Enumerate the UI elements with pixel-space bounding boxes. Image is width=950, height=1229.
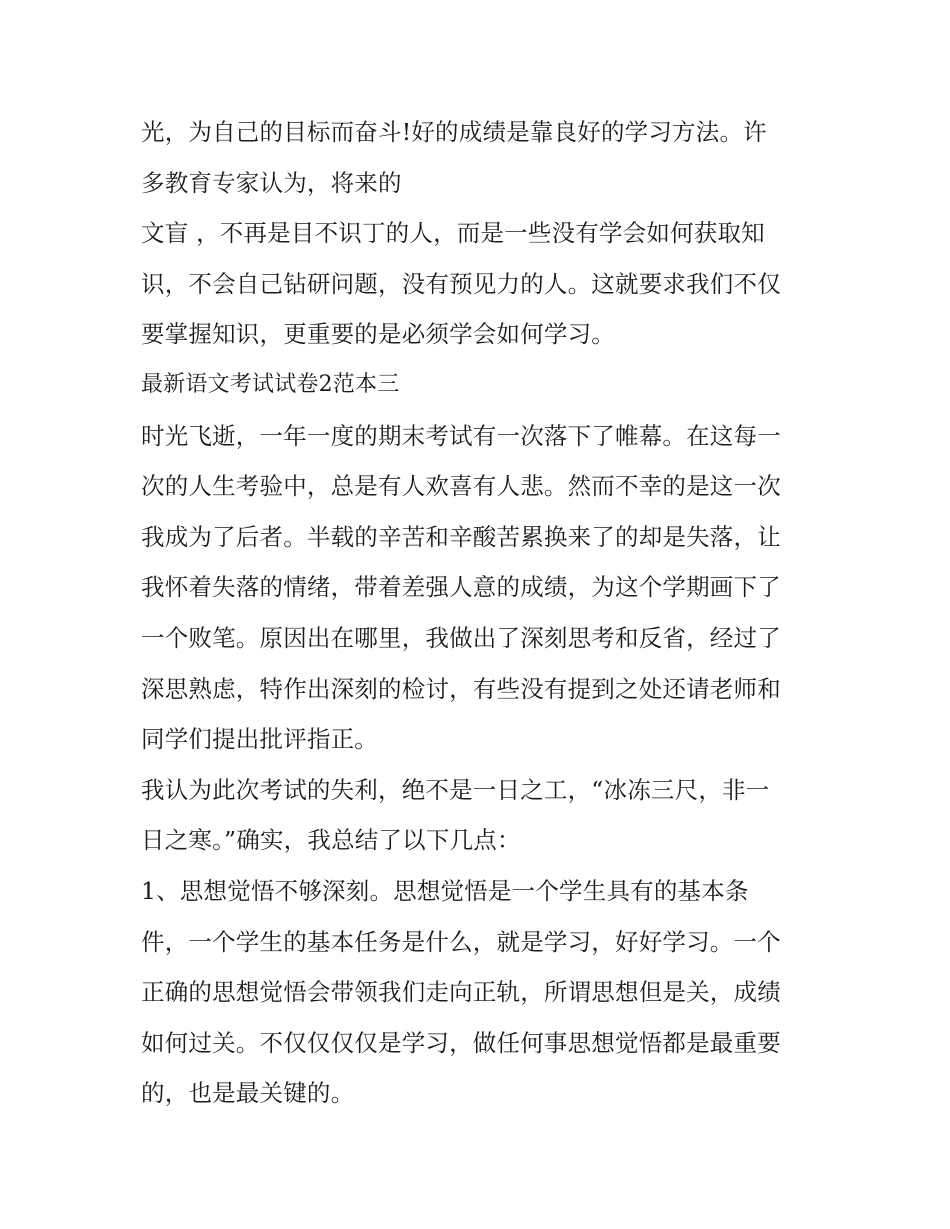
section-heading: 最新语文考试试卷2范本三 <box>141 371 400 397</box>
text-line: 深思熟虑，特作出深刻的检讨，有些没有提到之处还请老师和 <box>141 674 781 703</box>
text-line: 次的人生考验中，总是有人欢喜有人悲。然而不幸的是这一次 <box>141 472 781 501</box>
text-line: 1、思想觉悟不够深刻。思想觉悟是一个学生具有的基本条 <box>141 876 749 905</box>
text-line: 同学们提出批评指正。 <box>141 725 378 754</box>
text-line: 我怀着失落的情绪，带着差强人意的成绩，为这个学期画下了 <box>141 573 781 602</box>
text-line: 光，为自己的目标而奋斗!好的成绩是靠良好的学习方法。许 <box>141 118 767 146</box>
text-line: 一个败笔。原因出在哪里，我做出了深刻思考和反省，经过了 <box>141 623 781 652</box>
text-line: 我成为了后者。半载的辛苦和辛酸苦累换来了的却是失落，让 <box>141 522 781 551</box>
text-line: 我认为此次考试的失利，绝不是一日之工，“冰冻三尺，非一 <box>141 775 770 804</box>
text-line: 识，不会自己钻研问题，没有预见力的人。这就要求我们不仅 <box>141 269 781 298</box>
document-body <box>141 107 821 1119</box>
text-line: 如何过关。不仅仅仅仅是学习，做任何事思想觉悟都是最重要 <box>141 1028 781 1057</box>
text-line: 日之寒。”确实，我总结了以下几点： <box>141 826 521 855</box>
text-line: 正确的思想觉悟会带领我们走向正轨，所谓思想但是关，成绩 <box>141 978 781 1007</box>
text-line: 要掌握知识，更重要的是必须学会如何学习。 <box>141 320 615 349</box>
text-line: 的，也是最关键的。 <box>141 1079 355 1108</box>
text-line: 文盲 ，不再是目不识丁的人，而是一些没有学会如何获取知 <box>141 219 765 248</box>
text-line: 件，一个学生的基本任务是什么，就是学习，好好学习。一个 <box>141 927 781 956</box>
text-line: 多教育专家认为，将来的 <box>141 168 402 197</box>
text-line: 时光飞逝，一年一度的期末考试有一次落下了帷幕。在这每一 <box>141 421 781 450</box>
